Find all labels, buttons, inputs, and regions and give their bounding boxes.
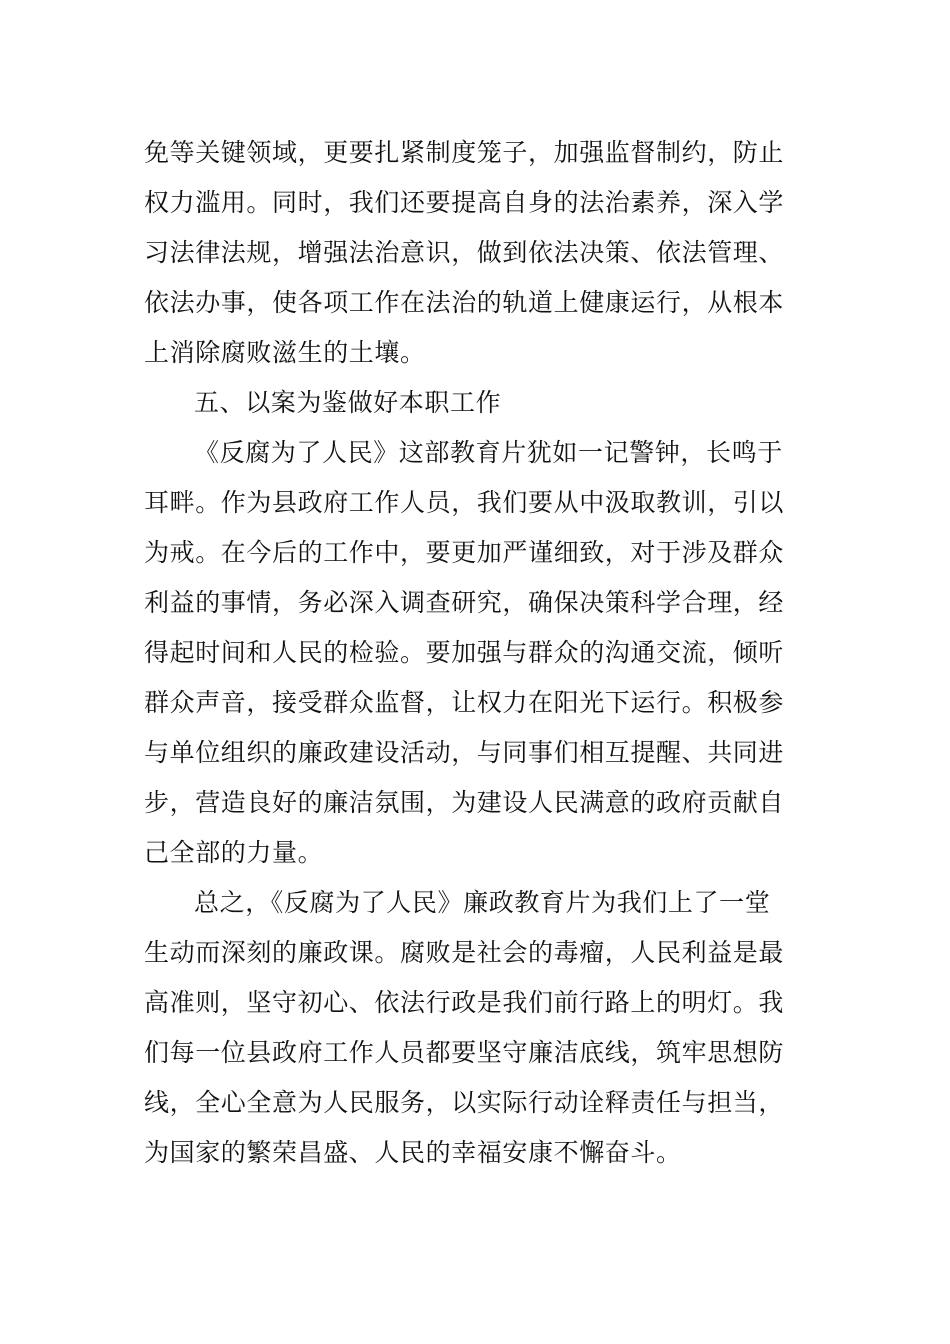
paragraph-line: 己全部的力量。 (144, 838, 324, 867)
paragraph-line: 权力滥用。同时，我们还要提高自身的法治素养，深入学 (144, 188, 785, 217)
document-body (144, 128, 808, 1178)
paragraph-line: 与单位组织的廉政建设活动，与同事们相互提醒、共同进 (144, 738, 785, 767)
paragraph-line: 《反腐为了人民》这部教育片犹如一记警钟，长鸣于 (194, 438, 783, 467)
section-heading: 五、以案为鉴做好本职工作 (194, 388, 502, 417)
paragraph-line: 得起时间和人民的检验。要加强与群众的沟通交流，倾听 (144, 638, 785, 667)
paragraph-line: 总之，《反腐为了人民》廉政教育片为我们上了一堂 (194, 888, 771, 917)
paragraph-line: 为戒。在今后的工作中，要更加严谨细致，对于涉及群众 (144, 538, 785, 567)
paragraph-line: 为国家的繁荣昌盛、人民的幸福安康不懈奋斗。 (144, 1138, 682, 1167)
paragraph-line: 们每一位县政府工作人员都要坚守廉洁底线，筑牢思想防 (144, 1038, 785, 1067)
paragraph-line: 依法办事，使各项工作在法治的轨道上健康运行，从根本 (144, 288, 785, 317)
paragraph-line: 群众声音，接受群众监督，让权力在阳光下运行。积极参 (144, 688, 785, 717)
paragraph-line: 生动而深刻的廉政课。腐败是社会的毒瘤，人民利益是最 (144, 938, 785, 967)
paragraph-line: 习法律法规，增强法治意识，做到依法决策、依法管理、 (144, 238, 785, 267)
paragraph-line: 利益的事情，务必深入调查研究，确保决策科学合理，经 (144, 588, 785, 617)
paragraph-line: 免等关键领域，更要扎紧制度笼子，加强监督制约，防止 (144, 138, 785, 167)
paragraph-line: 耳畔。作为县政府工作人员，我们要从中汲取教训，引以 (144, 488, 785, 517)
paragraph-line: 步，营造良好的廉洁氛围，为建设人民满意的政府贡献自 (144, 788, 785, 817)
paragraph-line: 上消除腐败滋生的土壤。 (144, 338, 426, 367)
paragraph-line: 线，全心全意为人民服务，以实际行动诠释责任与担当， (144, 1088, 785, 1117)
paragraph-line: 高准则，坚守初心、依法行政是我们前行路上的明灯。我 (144, 988, 785, 1017)
